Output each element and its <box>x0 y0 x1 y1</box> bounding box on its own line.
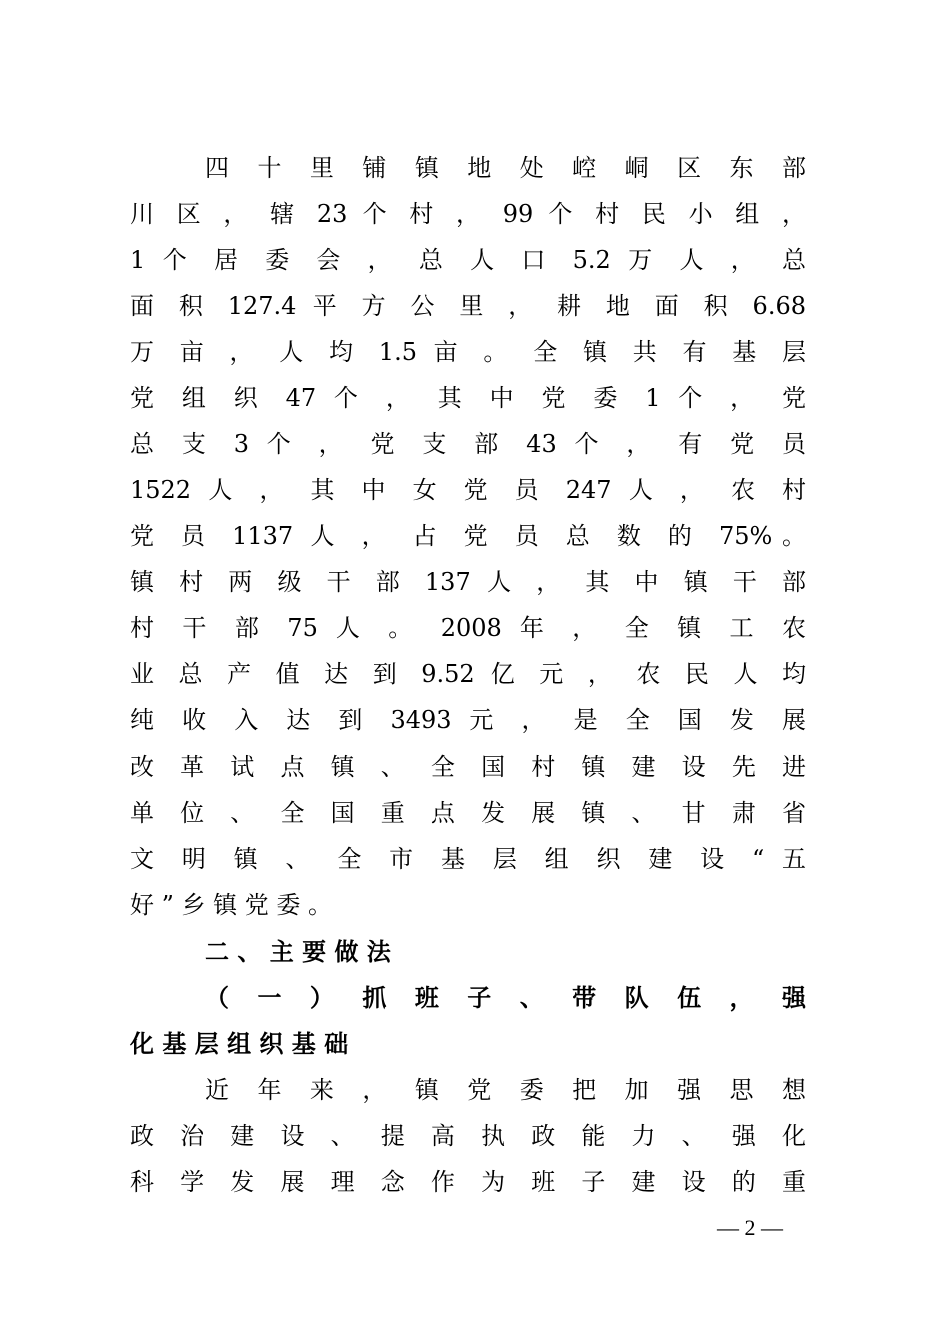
body-line: 村 干 部 75 人 。 2008 年 ， 全 镇 工 农 <box>130 614 806 642</box>
body-line: 改 革 试 点 镇 、 全 国 村 镇 建 设 先 进 <box>130 753 806 781</box>
body-line: 镇 村 两 级 干 部 137 人 ， 其 中 镇 干 部 <box>130 568 806 596</box>
subsection-heading: （ 一 ） 抓 班 子 、 带 队 伍 ， 强 <box>205 983 806 1012</box>
page-number: — 2 — <box>717 1215 783 1240</box>
body-line: 万 亩 ， 人 均 1.5 亩 。 全 镇 共 有 基 层 <box>130 338 806 366</box>
body-line: 面 积 127.4 平 方 公 里 ， 耕 地 面 积 6.68 <box>130 292 806 320</box>
body-line: 川 区 ， 辖 23 个 村 ， 99 个 村 民 小 组 ， <box>130 200 806 228</box>
body-line: 单 位 、 全 国 重 点 发 展 镇 、 甘 肃 省 <box>130 799 806 827</box>
body-line: 好 ” 乡 镇 党 委 。 <box>130 891 333 919</box>
body-line: 纯 收 入 达 到 3493 元 ， 是 全 国 发 展 <box>130 706 806 734</box>
body-line: 近 年 来 ， 镇 党 委 把 加 强 思 想 <box>205 1076 806 1104</box>
body-line: 总 支 3 个 ， 党 支 部 43 个 ， 有 党 员 <box>130 430 806 458</box>
subsection-heading-continued: 化 基 层 组 织 基 础 <box>130 1029 349 1058</box>
body-line: 业 总 产 值 达 到 9.52 亿 元 ， 农 民 人 均 <box>130 660 806 688</box>
body-line: 1 个 居 委 会 ， 总 人 口 5.2 万 人 ， 总 <box>130 246 806 274</box>
body-line: 1522 人 ， 其 中 女 党 员 247 人 ， 农 村 <box>130 476 806 504</box>
section-heading: 二 、 主 要 做 法 <box>205 937 391 966</box>
body-line: 政 治 建 设 、 提 高 执 政 能 力 、 强 化 <box>130 1122 806 1150</box>
body-line: 党 组 织 47 个 ， 其 中 党 委 1 个 ， 党 <box>130 384 806 412</box>
body-line: 四 十 里 铺 镇 地 处 崆 峒 区 东 部 <box>205 154 806 182</box>
body-line: 文 明 镇 、 全 市 基 层 组 织 建 设 “ 五 <box>130 845 806 873</box>
body-line: 科 学 发 展 理 念 作 为 班 子 建 设 的 重 <box>130 1168 806 1196</box>
body-line: 党 员 1137 人 ， 占 党 员 总 数 的 75%。 <box>130 522 806 550</box>
